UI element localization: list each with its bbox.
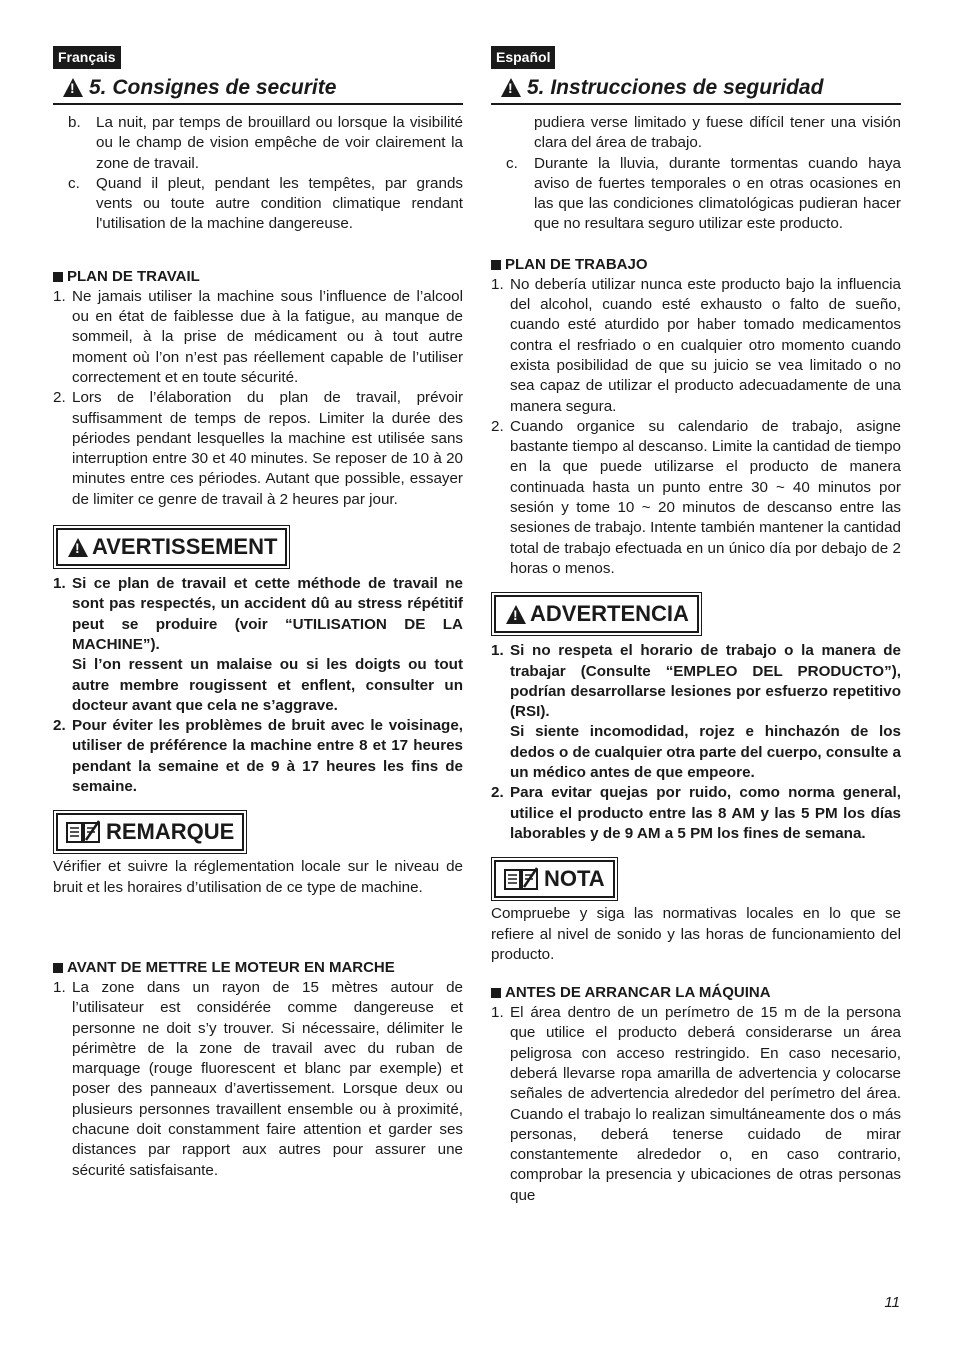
before-list-fr bbox=[53, 978, 463, 1181]
language-tag-es: Español bbox=[491, 46, 555, 69]
note-box-es bbox=[491, 860, 901, 898]
subheading-plan-fr: PLAN DE TRAVAIL bbox=[53, 267, 463, 287]
list-item: c. Quand il pleut, pendant les tempêtes, par grands vents ou toute autre condition climatique rendant l'utilisation de la machine dangereuse. bbox=[68, 174, 463, 233]
note-box-fr bbox=[53, 813, 463, 851]
list-item: 2. Cuando organice su calendario de trabajo, asigne bastante tiempo al descanso. Limite la cantidad de tiempo en la que puede utilizarse el producto de manera continuada hasta un punto entre 30 ~ 40 minutos por sesión y tome 10 ~ 20 minutos de descanso entre las sesiones de trabajo. Intente también mantener la cantidad total de trabajo efectuada en un único día por debajo de 2 horas o menos. bbox=[491, 417, 901, 577]
square-bullet-icon bbox=[53, 963, 63, 973]
before-list-es bbox=[491, 1003, 901, 1206]
list-item: 1. El área dentro de un perímetro de 15 m de la persona que utilice el producto deberá considerarse un área peligrosa con acceso restringido. En caso necesario, deberá llevarse ropa amarilla de advertencia y colocarse señales de advertencia alrededor del perímetro del área. Cuando el trabajo lo realizan simultáneamente dos o más personas, deberá tenerse cuidado de mirar constantemente alrededor o, en caso contrario, comprobar la presencia y ubicaciones de otras personas que bbox=[491, 1004, 901, 1204]
plan-list-fr bbox=[53, 287, 463, 510]
language-tag-fr: Français bbox=[53, 46, 121, 69]
note-label-es: NOTA bbox=[494, 860, 615, 898]
warning-triangle-icon bbox=[63, 78, 83, 97]
warning-triangle-icon bbox=[68, 538, 88, 557]
warning-label-es: ! ADVERTENCIA bbox=[494, 595, 699, 633]
list-item: pudiera verse limitado y fuese difícil tener una visión clara del área de trabajo. bbox=[534, 114, 901, 152]
warning-triangle-icon bbox=[506, 605, 526, 624]
warning-triangle-icon bbox=[501, 78, 521, 97]
warning-list-es bbox=[491, 641, 901, 844]
subheading-before-es: ANTES DE ARRANCAR LA MÁQUINA bbox=[491, 983, 901, 1003]
list-item: 1. Si no respeta el horario de trabajo o la manera de trabajar (Consulte “EMPLEO DEL PRODUCTO”), podrían desarrollarse lesiones por esfuerzo repetitivo (RSI). Si siente incomodidad, rojez e hinchazón de los dedos o de cualquier otra parte del cuerpo, consulte a un médico antes de que empeore. bbox=[491, 642, 901, 782]
subheading-before-fr: AVANT DE METTRE LE MOTEUR EN MARCHE bbox=[53, 958, 463, 978]
note-text-fr: Vérifier et suivre la réglementation locale sur le niveau de bruit et les horaires d’utilisation de ce type de machine. bbox=[53, 858, 463, 896]
subheading-plan-es: PLAN DE TRABAJO bbox=[491, 255, 901, 275]
list-item: 2. Pour éviter les problèmes de bruit avec le voisinage, utiliser de préférence la machine entre 8 et 17 heures pendant la semaine et de 9 à 17 heures les fins de semaine. bbox=[53, 717, 463, 796]
plan-list-es bbox=[491, 275, 901, 579]
warning-box-es bbox=[491, 595, 901, 633]
warning-box-fr bbox=[53, 528, 463, 566]
list-item: 1. La zone dans un rayon de 15 mètres autour de l’utilisateur est considérée comme dangereuse et personne ne doit s’y trouver. Si nécessaire, délimiter le périmètre de la zone de travail avec du ruban de marquage (rouge fluorescent et blanc par exemple) et poser des panneaux d’avertissement. Lorsque deux ou plusieurs personnes travaillent ensemble ou à proximité, chacune doit constamment faire attention et garder ses distances par rapport aux autres pour assurer une sécurité satisfaisante. bbox=[53, 978, 463, 1179]
note-label-fr: REMARQUE bbox=[56, 813, 244, 851]
square-bullet-icon bbox=[491, 260, 501, 270]
square-bullet-icon bbox=[53, 272, 63, 282]
list-item: 2. Para evitar quejas por ruido, como norma general, utilice el producto entre las 8 AM y las 5 PM los días laborables y de 9 AM a 5 PM los fines de semana. bbox=[491, 784, 901, 842]
section-header-es bbox=[491, 74, 901, 105]
warning-list-fr bbox=[53, 574, 463, 797]
section-header-fr bbox=[53, 74, 463, 105]
list-item: b. La nuit, par temps de brouillard ou lorsque la visibilité ou le champ de vision empêche de voir clairement la zone de travail. bbox=[68, 114, 463, 172]
section-title-fr: 5. Consignes de securite bbox=[89, 75, 337, 99]
list-item: 1. No debería utilizar nunca este producto bajo la influencia del alcohol, cuando esté exhausto o falto de sueño, cuando esté aturdido por haber tomado medicamentos contra el resfriado o en cualquier otro momento cuando exista posibilidad de que su juicio se vea limitado o no sea capaz de utilizar el producto adecuadamente de una manera segura. bbox=[491, 275, 901, 415]
list-item: c. Durante la lluvia, durante tormentas cuando haya aviso de fuertes temporales o en otras ocasiones en las que las condiciones climatológicas pudieran hacer que no resultara seguro utilizar este producto. bbox=[506, 154, 901, 233]
list-item: 1. Ne jamais utiliser la machine sous l’influence de l’alcool ou en état de faiblesse due à la fatigue, au manque de sommeil, à la prise de médicament ou à tout autre moment où l’on n’est pas réellement capable de l’utiliser correctement et en toute sécurité. bbox=[53, 287, 463, 386]
section-title-es: 5. Instrucciones de seguridad bbox=[527, 75, 824, 99]
square-bullet-icon bbox=[491, 988, 501, 998]
spanish-column bbox=[491, 46, 901, 1206]
note-text-es: Compruebe y siga las normativas locales en lo que se refiere al nivel de sonido y las horas de funcionamiento del producto. bbox=[491, 905, 901, 963]
note-book-icon bbox=[504, 867, 538, 891]
list-item: 1. Si ce plan de travail et cette méthode de travail ne sont pas respectés, un accident dû au stress répétitif peut se produire (voir “UTILISATION DE LA MACHINE”). Si l’on ressent un malaise ou si les doigts ou tout autre membre rougissent et enflent, consulter un docteur avant que cela ne s’aggrave. bbox=[53, 575, 463, 714]
intro-list-es bbox=[491, 113, 901, 235]
french-column bbox=[53, 46, 463, 1181]
list-item: 2. Lors de l’élaboration du plan de travail, prévoir suffisamment de temps de repos. Limiter la durée des périodes pendant lesquelles la machine est utilisée sans interruption entre 30 et 40 minutes. Se reposer de 10 à 20 minutes entre ces périodes. Autant que possible, essayer de limiter ce genre de travail à 2 heures par jour. bbox=[53, 389, 463, 508]
note-book-icon bbox=[66, 820, 100, 844]
page-number: 11 bbox=[884, 1294, 900, 1311]
warning-label-fr: ! AVERTISSEMENT bbox=[56, 528, 287, 566]
intro-list-fr bbox=[53, 113, 463, 235]
